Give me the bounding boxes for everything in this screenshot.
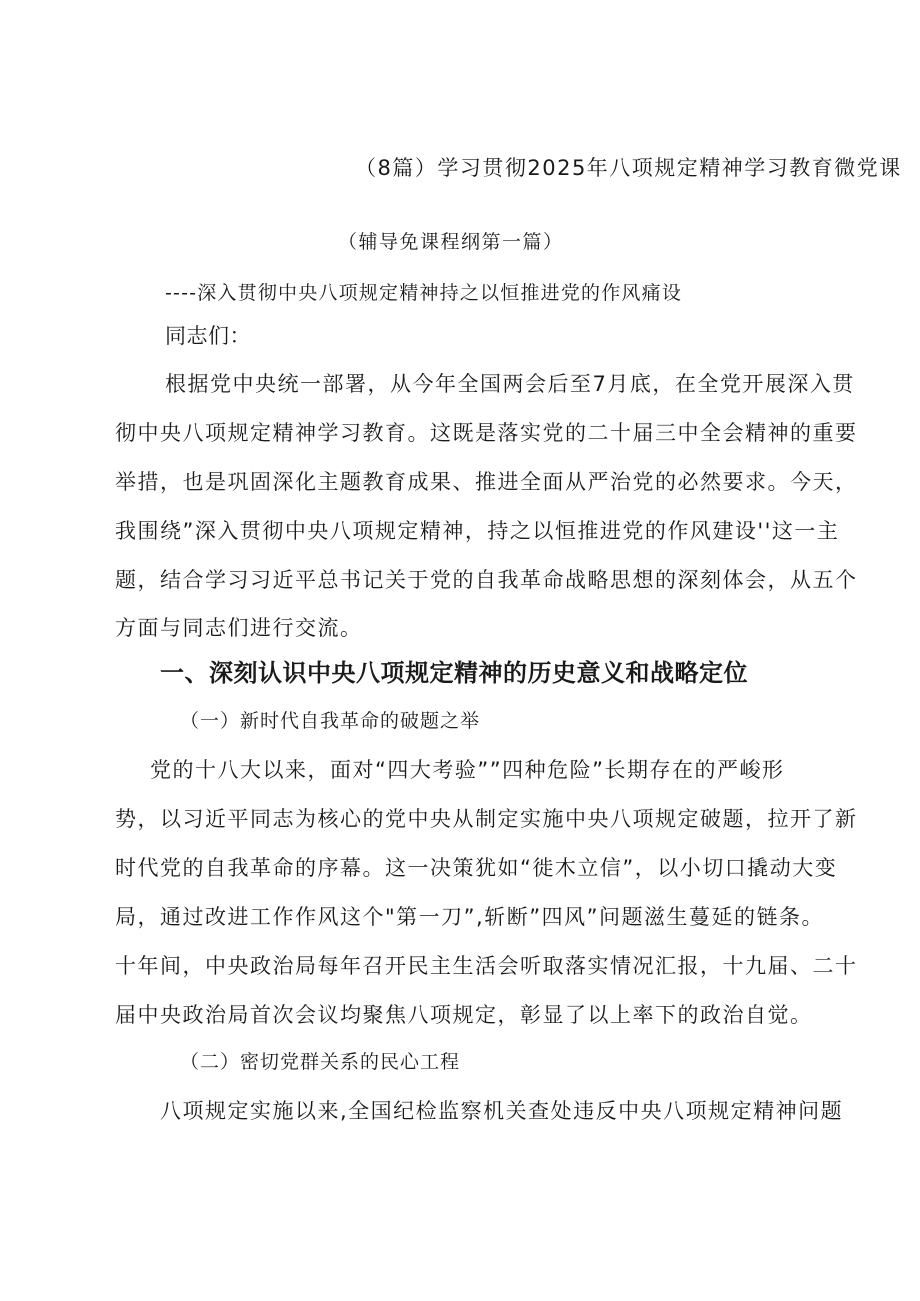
body-line: 局，通过改进工作作风这个"第一刀”,斩断”四风”问题滋生蔓延的链条。 [115,905,824,929]
body-line: 十年间，中央政治局每年召开民主生活会听取落实情况汇报，十九届、二十 [115,954,858,978]
intro-line: 题，结合学习习近平总书记关于党的自我革命战略思想的深刻体会，从五个 [115,568,858,592]
body-line: 时代党的自我革命的序幕。这一决策犹如“徙木立信”，以小切口撬动大变 [115,856,838,880]
intro-line: 彻中央八项规定精神学习教育。这既是落实党的二十届三中全会精神的重要 [115,421,858,445]
body-line: 届中央政治局首次会议均聚焦八项规定，彰显了以上率下的政治自觉。 [115,1003,813,1027]
body-line: 党的十八大以来，面对“四大考验””四种危险”长期存在的严峻形 [150,758,785,782]
intro-line: 根据党中央统一部署，从今年全国两会后至7月底，在全党开展深入贯 [165,372,855,396]
document-tagline: ----深入贯彻中央八项规定精神持之以恒推进党的作风痛设 [165,282,683,304]
body-line: 八项规定实施以来,全国纪检监察机关查处违反中央八项规定精神问题 [160,1099,844,1123]
document-subtitle: （辅导免课程纲第一篇） [338,231,564,253]
subsection-heading: （二）密切党群关系的民心工程 [180,1051,461,1073]
intro-line: 方面与同志们进行交流。 [115,616,363,640]
intro-line: 举措，也是巩固深化主题教育成果、推进全面从严治党的必然要求。今天， [115,470,858,494]
greeting: 同志们： [165,324,251,348]
subsection-heading: （一）新时代自我革命的破题之举 [180,710,481,732]
intro-line: 我围绕”深入贯彻中央八项规定精神，持之以恒推进党的作风建设''这一主 [115,519,840,543]
section-heading: 一、深刻认识中央八项规定精神的历史意义和战略定位 [160,659,748,687]
body-line: 势，以习近平同志为核心的党中央从制定实施中央八项规定破题，拉开了新 [115,807,858,831]
document-title: （8篇）学习贯彻2025年八项规定精神学习教育微党课 [355,156,902,180]
